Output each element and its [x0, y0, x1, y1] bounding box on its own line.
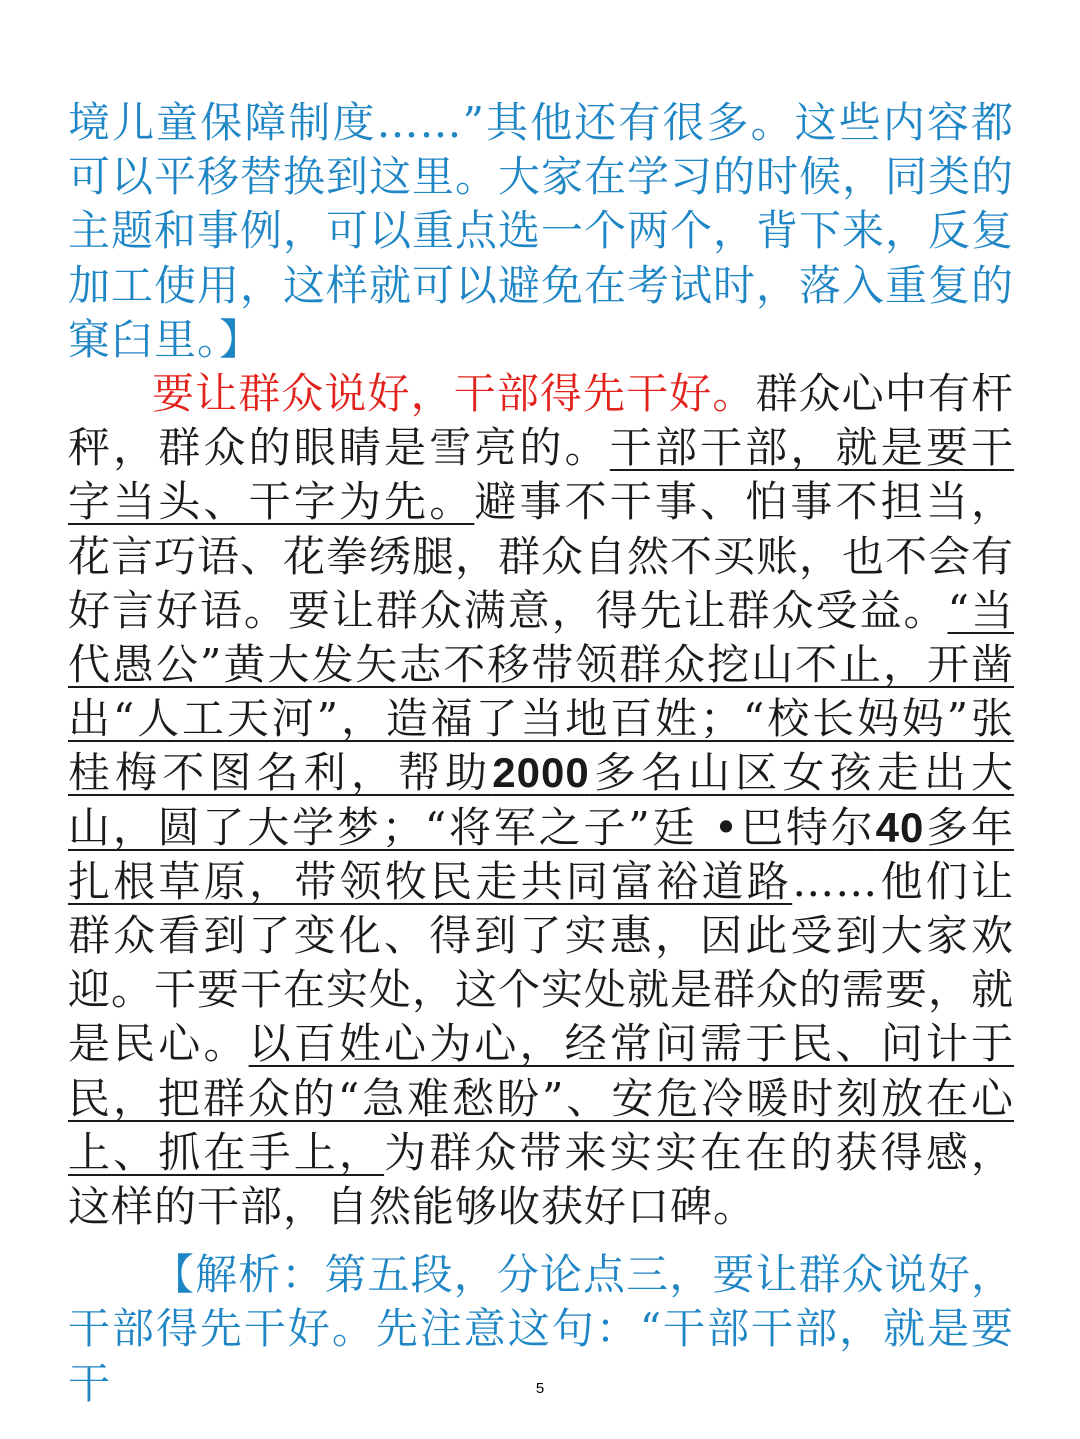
underlined-example-text: 多名山区女孩走出大山，圆了大学梦；“将军之子”廷 •巴特尔 [68, 748, 1014, 852]
analysis-paragraph: 【解析：第五段，分论点三，要让群众说好，干部得先干好。先注意这句：“干部干部，就是要干 [68, 1250, 1014, 1408]
body-sentence: 避事不干事、怕事不担当，花言巧语、花拳绣腿，群众自然不买账，也不会有好言好语。要让群众满意，得先让群众受益。 [68, 477, 1015, 635]
number-2000: 2000 [492, 749, 590, 797]
body-sentence: 为群众带来实实在在的获得感，这样的干部，自然能够收获好口碑。 [68, 1127, 1014, 1232]
underlined-sentence: 以百姓心为心，经常问需于民、问计于民，把群众的“急难愁盼”、安危冷暖时刻放在心上、抓在手上， [68, 1019, 1014, 1177]
underlined-sentence: 干部干部，就是要干字当头、干字为先。 [68, 423, 1014, 527]
body-sentence: ……他们让群众看到了变化、得到了实惠，因此受到大家欢迎。干要干在实处，这个实处就是群众的需要，就是民心。 [68, 856, 1015, 1069]
body-paragraph [68, 367, 1014, 1234]
underlined-example-text: 多年扎根草原，带领牧民走共同富裕道路 [68, 802, 1014, 906]
page-number: 5 [535, 1380, 545, 1397]
document-page [68, 96, 1014, 1411]
paragraph-heading: 要让群众说好，干部得先干好。 [152, 369, 756, 419]
number-40: 40 [875, 803, 925, 851]
body-sentence: 群众心中有杆秤，群众的眼睛是雪亮的。 [68, 369, 1014, 473]
analysis-paragraph-continued: 境儿童保障制度……”其他还有很多。这些内容都可以平移替换到这里。大家在学习的时候，同类的主题和事例，可以重点选一个两个，背下来，反复加工使用，这样就可以避免在考试时，落入重复的窠臼里。】 [68, 98, 1015, 364]
underlined-example-text: “当代愚公”黄大发矢志不移带领群众挖山不止，开凿出“人工天河”，造福了当地百姓；“校长妈妈”张桂梅不图名利，帮助 [68, 585, 1014, 798]
